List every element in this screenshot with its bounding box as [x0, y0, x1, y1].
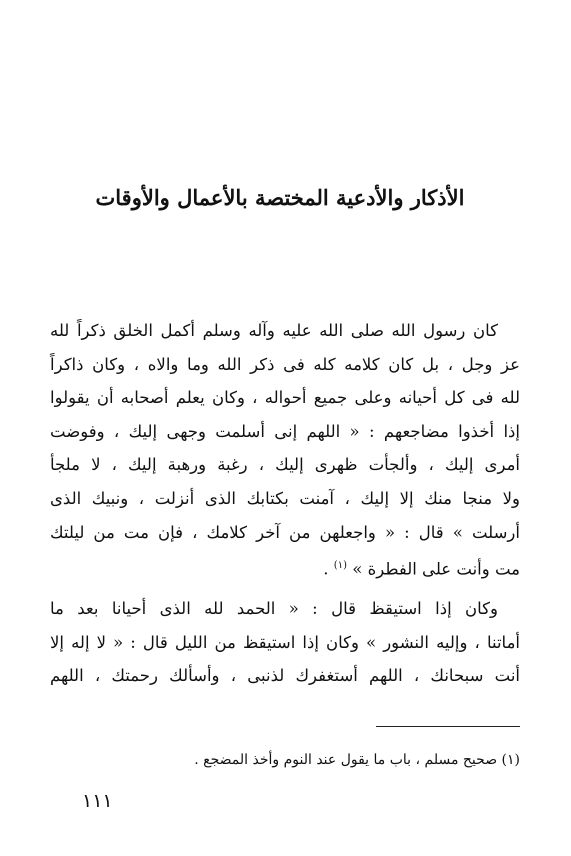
text-line: أماتنا ، وإليه النشور » وكان إذا استيقظ من الليل قال : « لا إله إلا [50, 632, 520, 652]
text-line: عز وجل ، بل كان كلامه كله فى ذكر الله وما والاه ، وكان ذاكراً [50, 354, 520, 374]
text-line: أرسلت » قال : « واجعلهن من آخر كلامك ، فإن مت من ليلتك [50, 522, 520, 542]
text-line-last [50, 549, 520, 583]
text-line: إذا أخذوا مضاجعهم : « اللهم إنى أسلمت وجهى إليك ، وفوضت [50, 421, 520, 441]
text-line: ولا منجا منك إلا إليك ، آمنت بكتابك الذى أنزلت ، ونبيك الذى [50, 488, 520, 508]
text-line: لله فى كل أحيانه وعلى جميع أحواله ، وكان يعلم أصحابه أن يقولوا [50, 388, 520, 408]
footnote-reference: (١) [333, 560, 347, 572]
text-line: أمرى إليك ، وألجأت ظهرى إليك ، رغبة ورهبة إليك ، لا ملجأ [50, 455, 520, 475]
paragraph-1 [50, 314, 520, 583]
text-line: وكان إذا استيقظ قال : « الحمد لله الذى أحيانا بعد ما [50, 599, 498, 618]
page-title: الأذكار والأدعية المختصة بالأعمال والأوقات [95, 185, 465, 210]
footnote-divider [376, 726, 520, 727]
text-line: أنت سبحانك ، اللهم أستغفرك لذنبى ، وأسألك رحمتك ، اللهم [50, 666, 520, 686]
text-line: مت وأنت على الفطرة » [352, 559, 520, 579]
text-line: كان رسول الله صلى الله عليه وآله وسلم أكمل الخلق ذكراً لله [50, 321, 498, 340]
paragraph-2 [50, 592, 520, 693]
page-number: ١١١ [82, 790, 113, 812]
sentence-end: . [323, 559, 329, 579]
footnote: (١) صحيح مسلم ، باب ما يقول عند النوم وأخذ المضجع . [194, 752, 520, 768]
